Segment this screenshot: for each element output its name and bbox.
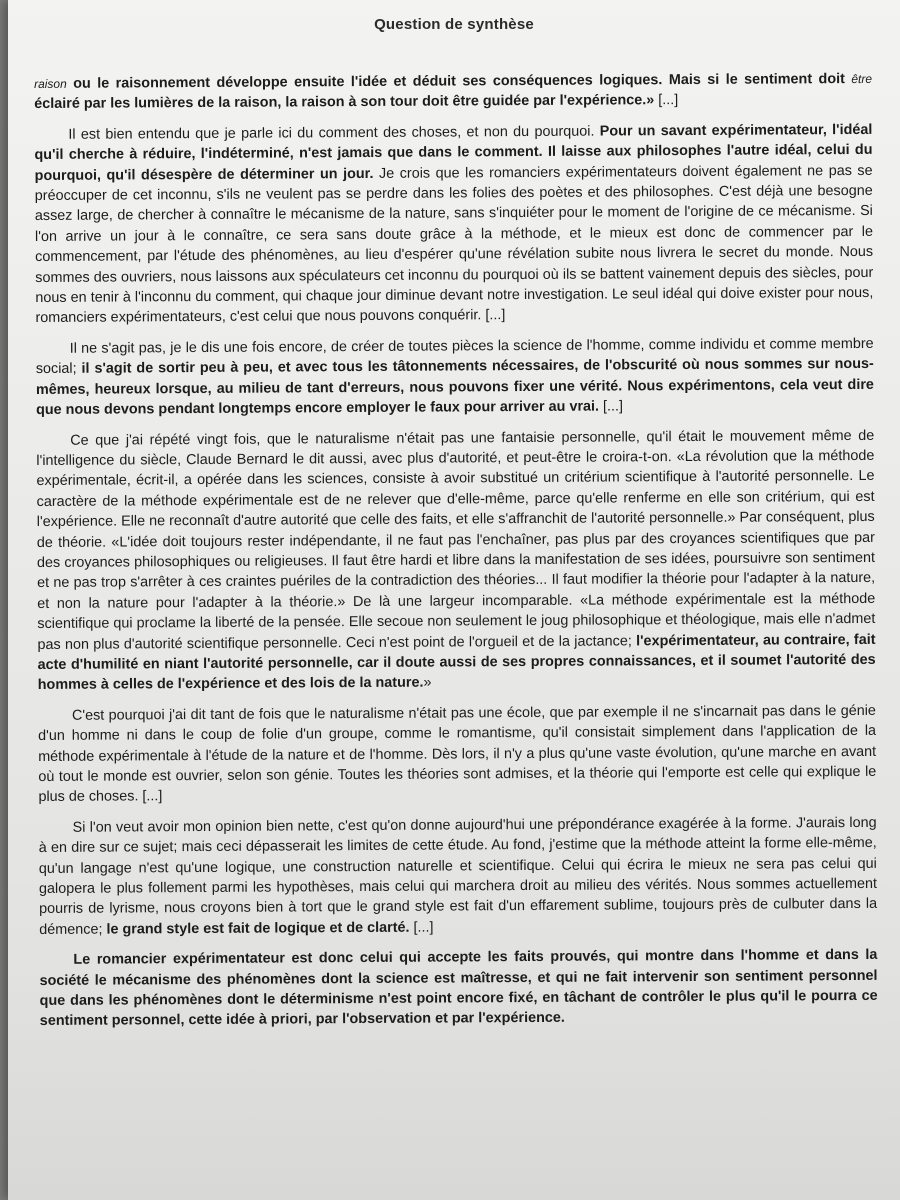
text-segment: [...] [598, 398, 624, 415]
text-segment: raison [34, 76, 67, 91]
page-header: Question de synthèse [374, 16, 534, 33]
paragraph-1 [34, 69, 872, 115]
text-segment: Le romancier expérimentateur est donc celui qui accepte les faits prouvés, qui montre dans l'homme et dans la société le mécanisme des phénomènes dont la science est maîtresse, et qui ne fait intervenir son sentiment personnel que dans les phénomènes dont le déterminisme n'est point encore fixé, en tâchant de contrôler le plus qu'il le pourra ce sentiment personnel, cette idée à priori, par l'observation et par l'expérience. [39, 947, 878, 1030]
paragraph-3 [36, 334, 874, 421]
paragraph-2 [34, 120, 873, 329]
text-segment: C'est pourquoi j'ai dit tant de fois que le naturalisme n'était pas une école, que par exemple il ne s'incarnait pas dans le génie d'un homme ni dans le coup de folie d'un groupe, comme le romantisme, qu'il consistait simplement dans l'application de la méthode expérimentale à l'étude de la nature et de l'homme. Dès lors, il n'y a plus qu'une vaste évolution, qu'une marche en avant où tout le monde est ouvrier, selon son génie. Toutes les théories sont admises, et la théorie qui l'emporte est celle qui explique le plus de choses. [...] [37, 702, 877, 806]
text-segment: ou le raisonnement développe ensuite l'idée et déduit ses conséquences logiques. Mais si le sentiment doit [66, 71, 852, 92]
text-segment: Ce que j'ai répété vingt fois, que le naturalisme n'était pas une fantaisie personnelle, qu'il était le mouvement même de l'intelligence du siècle, Claude Bernard le dit aussi, avec plus d'autorité, et peut-être le croira-t-on. «La révolution que la méthode expérimentale, écrit-il, a opérée dans les sciences, consiste à avoir substitué un critérium scientifique à l'autorité personnelle. Le caractère de la méthode expérimentale est de ne relever que d'elle-même, parce qu'elle renferme en elle son critérium, qui est l'expérience. Elle ne reconnaît d'autre autorité que celle des faits, et elle s'affranchit de l'autorité personnelle.» Par conséquent, plus de théorie. «L'idée doit toujours rester indépendante, il ne faut pas l'enchaîner, pas plus par des croyances scientifiques que par des croyances philosophiques ou religieuses. Il faut être hardi et libre dans la manifestation de ses idées, poursuivre son sentiment et ne pas trop s'arrêter à ces craintes puériles de la contradiction des théories... Il faut modifier la théorie pour l'adapter à la nature, et non la nature pour l'adapter à la théorie.» De là une largeur incomparable. «La méthode expérimentale est la méthode scientifique qui proclame la liberté de la pensée. Elle secoue non seulement le joug philosophique et théologique, mais elle n'admet pas non plus d'autorité scientifique personnelle. Ceci n'est point de l'orgueil et de la jactance; [36, 427, 876, 653]
paragraph-4 [36, 425, 876, 695]
text-segment: [...] [654, 92, 679, 109]
text-segment: » [423, 674, 432, 692]
document-page [8, 0, 900, 1200]
text-segment: Il est bien entendu que je parle ici du comment des choses, et non du pourquoi. [68, 123, 600, 143]
text-segment: éclairé par les lumières de la raison, la raison à son tour doit être guidée par l'expérience.» [34, 92, 655, 113]
text-segment: Si l'on veut avoir mon opinion bien nette, c'est qu'on donne aujourd'hui une prépondérance exagérée à la forme. J'aurais long à en dire sur ce sujet; mais ceci dépasserait les limites de cette étude. Au fond, j'estime que la méthode atteint la forme elle-même, qu'un langage n'est qu'une logique, une construction naturelle et scientifique. Celui qui écrira le mieux ne sera pas celui qui galopera le plus follement parmi les hypothèses, mais celui qui marchera droit au milieu des vérités. Nous sommes actuellement pourris de lyrisme, nous croyons bien à tort que le grand style est fait d'un effarement sublime, toujours près de culbuter dans la démence; [38, 814, 878, 938]
text-segment: [...] [409, 919, 434, 936]
text-segment: il s'agit de sortir peu à peu, et avec tous les tâtonnements nécessaires, de l'obscurité où nous sommes sur nous-mêmes, heureux lorsque, au milieu de tant d'erreurs, nous pouvons fixer une vérité. Nous expérimentons, cela veut dire que nous devons pendant longtemps encore employer le faux pour arriver au vrai. [35, 356, 874, 419]
text-segment: Il ne s'agit pas, je le dis une fois encore, de créer de toutes pièces la science de l'homme, comme individu et comme membre social; [35, 335, 874, 378]
paragraph-6 [39, 813, 878, 941]
text-segment: l'expérimentateur, au contraire, fait acte d'humilité en niant l'autorité personnelle, car il doute aussi de ses propres connaissances, et il soumet l'autorité des hommes à celles de l'expérience et des lois de la nature. [37, 631, 876, 694]
text-segment: le grand style est fait de logique et de clarté. [106, 919, 410, 938]
paragraph-7 [39, 945, 877, 1032]
document-body [34, 69, 878, 1042]
text-segment: Pour un savant expérimentateur, l'idéal qu'il cherche à réduire, l'indéterminé, n'est jamais que dans le comment. Il laisse aux philosophes l'autre idéal, celui du pourquoi, qu'il désespère de déterminer un jour. [34, 121, 873, 184]
text-segment: être [851, 71, 873, 87]
text-segment: Je crois que les romanciers expérimentateurs doivent également ne pas se préoccuper de cet inconnu, s'ils ne veulent pas se perdre dans les folies des poètes et des philosophes. C'est déjà une besogne assez large, de chercher à connaître le mécanisme de la nature, sans s'inquiéter pour le moment de l'origine de ce mécanisme. Si l'on arrive un jour à le connaître, ce sera sans doute grâce à la méthode, et le mieux est donc de commencer par le commencement, par l'étude des phénomènes, au lieu d'espérer qu'une révélation subite nous livrera le secret du monde. Nous sommes des ouvriers, nous laissons aux spéculateurs cet inconnu du pourquoi où ils se battent vainement depuis des siècles, pour nous en tenir à l'inconnu du comment, qui chaque jour diminue devant notre investigation. Le seul idéal qui doive exister pour nous, romanciers expérimentateurs, c'est celui que nous pouvons conquérir. [...] [34, 162, 874, 327]
paragraph-5 [38, 701, 877, 808]
